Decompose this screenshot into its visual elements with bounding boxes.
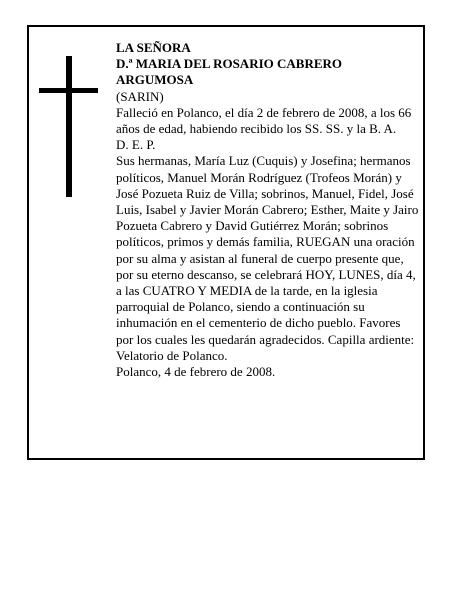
place-date: Polanco, 4 de febrero de 2008. — [116, 364, 276, 380]
death-info: Falleció en Polanco, el día 2 de febrero de 2008, a los 66 años de edad, habiendo recibido los SS. SS. y la B. A. — [116, 104, 412, 137]
deceased-nickname: (SARIN) — [116, 88, 164, 104]
notice-text — [116, 40, 421, 380]
deceased-name: D.ª MARIA DEL ROSARIO CABRERO ARGUMOSA — [116, 56, 343, 88]
family-paragraph: Sus hermanas, María Luz (Cuquis) y Josefina; hermanos políticos, Manuel Morán Rodríguez (Trofeos Morán) y José Pozueta Ruiz de Villa; sobrinos, Manuel, Fidel, José Luis, Isabel y Javier Morán Cabrero; Esther, Maite y Jairo Pozueta Cabrero y David Gutiérrez Morán; sobrinos políticos, primos y demás familia, RUEGAN una oración por su alma y asistan al funeral de cuerpo presente que, por su eterno descanso, se celebrará HOY, LUNES, día 4, a las CUATRO Y MEDIA de la tarde, en la iglesia parroquial de Polanco, siendo a continuación su inhumación en el cementerio de dicho pueblo. Favores por los cuales les quedarán agradecidos. Capilla ardiente: Velatorio de Polanco. — [116, 153, 419, 363]
rip-text: D. E. P. — [116, 137, 156, 153]
notice-title: LA SEÑORA — [116, 40, 191, 55]
cross-icon — [66, 56, 72, 197]
obituary-notice — [27, 25, 425, 460]
cross-icon-crossbar — [39, 88, 98, 93]
